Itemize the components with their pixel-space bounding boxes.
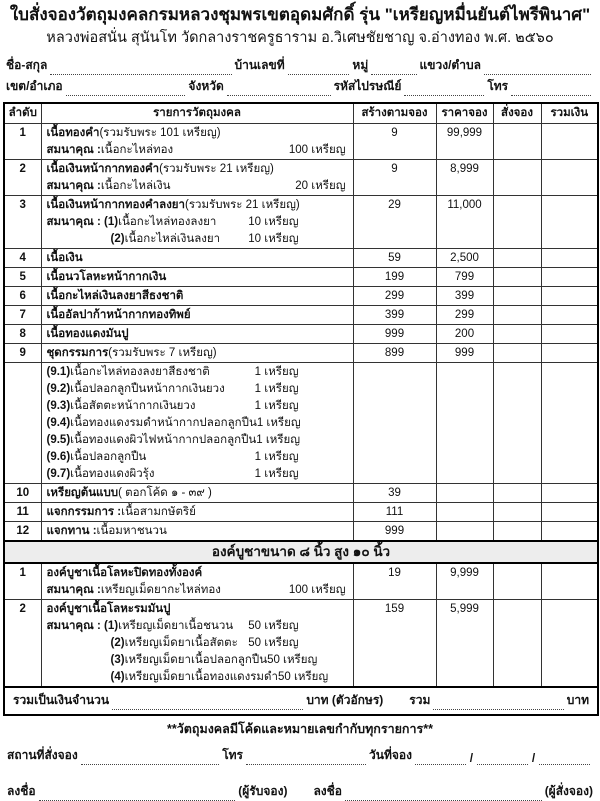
price-cell: 8,999 <box>436 160 493 196</box>
grand-total-cell <box>4 687 598 715</box>
code-note: **วัตถุมงคลมีโค้ดและหมายเลขกำกับทุกรายการ** <box>167 722 433 736</box>
total-amount-label: รวมเป็นเงินจำนวน <box>13 693 110 707</box>
table-row <box>4 363 598 484</box>
item-line <box>47 415 349 432</box>
made-to-order-cell: 19 <box>353 563 436 600</box>
row-number-cell: 11 <box>4 503 41 522</box>
item-line <box>47 466 349 483</box>
item-name: เนื้อเงิน <box>46 252 83 264</box>
item-name: องค์บูชาเนื้อโลหะปิดทองทั้งองค์ <box>46 567 203 579</box>
bonus-qty: 50 เหรียญ <box>248 620 299 632</box>
item-detail: (รวมรับพระ 7 เหรียญ) <box>108 347 217 359</box>
house-no-label: บ้านเลขที่ <box>234 58 285 72</box>
item-name: เนื้อนวโลหะหน้ากากเงิน <box>46 271 167 283</box>
phone-blank <box>511 82 591 96</box>
table-row <box>4 268 598 287</box>
price-cell <box>436 503 493 522</box>
sign-blank-receiver <box>39 787 236 801</box>
total-amount-text-blank <box>112 696 303 710</box>
item-line <box>47 364 349 381</box>
table-row <box>4 160 598 196</box>
table-row <box>4 503 598 522</box>
item-cell <box>41 503 353 522</box>
price-cell: 999 <box>436 344 493 363</box>
row-number-cell: 12 <box>4 522 41 542</box>
item-name: (9.1) <box>46 366 71 378</box>
amount-cell <box>541 268 598 287</box>
row-number-cell: 2 <box>4 160 41 196</box>
amount-cell <box>541 160 598 196</box>
item-cell <box>41 563 353 600</box>
order-qty-cell <box>493 484 541 503</box>
page-title: ใบสั่งจองวัตถุมงคลกรมหลวงชุมพรเขตอุดมศักดิ์ รุ่น "เหรียญหมื่นยันต์ไพรีพินาศ" <box>9 5 591 24</box>
item-name: สมนาคุณ : <box>46 584 101 596</box>
order-table <box>3 102 599 716</box>
item-line <box>47 381 349 398</box>
item-line <box>47 398 349 415</box>
spacer <box>225 381 255 398</box>
item-line <box>47 635 349 652</box>
date-slash-1: / <box>469 751 474 765</box>
item-detail: เนื้อกะไหล่เงินลงยา <box>124 233 221 245</box>
made-to-order-cell: 9 <box>353 124 436 160</box>
postcode-label: รหัสไปรษณีย์ <box>333 79 402 93</box>
item-name: (9.4) <box>46 417 71 429</box>
item-line <box>47 326 349 343</box>
province-blank <box>227 82 331 96</box>
spacer <box>146 449 254 466</box>
item-name: สมนาคุณ : <box>46 144 101 156</box>
row-number-cell: 2 <box>4 600 41 688</box>
item-name: (9.6) <box>46 451 71 463</box>
bonus-qty: 1 เหรียญ <box>254 383 299 395</box>
item-detail: เนื้อทองแดงรมดำหน้ากากปลอกลูกปืน <box>70 417 257 429</box>
moo-blank <box>371 61 416 75</box>
made-to-order-cell: 999 <box>353 325 436 344</box>
item-name: (4) <box>110 671 125 683</box>
item-cell <box>41 124 353 160</box>
bonus-qty: 100 เหรียญ <box>288 144 346 156</box>
item-detail: เนื้อมหาชนวน <box>96 525 167 537</box>
price-cell: 799 <box>436 268 493 287</box>
item-cell <box>41 306 353 325</box>
spacer <box>170 178 295 195</box>
order-qty-cell <box>493 344 541 363</box>
order-qty-cell <box>493 503 541 522</box>
price-cell: 99,999 <box>436 124 493 160</box>
spacer <box>173 142 289 159</box>
item-line <box>47 652 349 669</box>
spacer <box>233 618 248 635</box>
total-number-label: รวม <box>409 693 431 707</box>
name-blank <box>50 61 231 75</box>
item-line <box>47 288 349 305</box>
item-cell <box>41 522 353 542</box>
item-detail: เนื้อกะไหล่ทองลงยา <box>118 216 217 228</box>
bonus-qty: 1 เหรียญ <box>254 400 299 412</box>
item-line <box>47 161 349 178</box>
item-name: (2) <box>110 637 125 649</box>
table-row <box>4 484 598 503</box>
column-header: ลำดับ <box>4 103 41 124</box>
made-to-order-cell: 199 <box>353 268 436 287</box>
item-detail: เนื้อปลอกลูกปืนหน้ากากเงินยวง <box>70 383 225 395</box>
item-detail: เหรียญเม็ดยากะไหล่ทอง <box>100 584 221 596</box>
section-title: องค์บูชาขนาด ๘ นิ้ว สูง ๑๐ นิ้ว <box>4 541 598 563</box>
bonus-qty: 1 เหรียญ <box>254 366 299 378</box>
item-name: เนื้อกะไหล่เงินลงยาสีธงชาติ <box>46 290 184 302</box>
item-detail: เหรียญเม็ดยาเนื้อทองแดงรมดำ <box>124 671 278 683</box>
phone-label: โทร <box>487 79 509 93</box>
row-number-cell: 3 <box>4 196 41 249</box>
price-cell <box>436 522 493 542</box>
date-month-blank <box>477 751 528 765</box>
moo-label: หมู่ <box>352 58 369 72</box>
made-to-order-cell: 999 <box>353 522 436 542</box>
item-line <box>47 669 349 686</box>
made-to-order-cell: 111 <box>353 503 436 522</box>
item-detail: เนื้อทองแดงผิวรุ้ง <box>70 468 155 480</box>
item-name: (9.5) <box>46 434 71 446</box>
spacer <box>216 214 248 231</box>
item-line <box>47 565 349 582</box>
amount-cell <box>541 306 598 325</box>
order-qty-cell <box>493 600 541 688</box>
bonus-qty: 20 เหรียญ <box>295 180 346 192</box>
item-detail: (รวมรับพระ 101 เหรียญ) <box>99 127 221 139</box>
sign-label-orderer: ลงชื่อ <box>313 784 343 798</box>
table-row <box>4 325 598 344</box>
signature-line <box>3 779 597 801</box>
row-number-cell: 10 <box>4 484 41 503</box>
subdistrict-label: แขวง/ตำบล <box>419 58 481 72</box>
customer-info-line-1 <box>3 54 597 75</box>
page-subtitle: หลวงพ่อสนั่น สุนันโท วัดกลางราชครูธาราม อ.วิเศษชัยชาญ จ.อ่างทอง พ.ศ. ๒๕๖๐ <box>46 30 554 46</box>
item-name: เนื้ออัลปาก้าหน้ากากทองทิพย์ <box>46 309 191 321</box>
row-number-cell: 1 <box>4 563 41 600</box>
spacer <box>210 364 255 381</box>
bonus-qty: 50 เหรียญ <box>267 654 318 666</box>
item-line <box>47 523 349 540</box>
made-to-order-cell: 899 <box>353 344 436 363</box>
bonus-qty: 1 เหรียญ <box>254 451 299 463</box>
amount-cell <box>541 124 598 160</box>
item-line <box>47 250 349 267</box>
price-cell: 9,999 <box>436 563 493 600</box>
booking-place-line <box>3 743 597 765</box>
date-slash-2: / <box>531 751 536 765</box>
item-cell <box>41 249 353 268</box>
item-detail: เนื้อสามกษัตริย์ <box>121 506 196 518</box>
made-to-order-cell: 299 <box>353 287 436 306</box>
item-cell <box>41 160 353 196</box>
item-line <box>47 432 349 449</box>
amount-cell <box>541 249 598 268</box>
item-name: องค์บูชาเนื้อโลหะรมมันปู <box>46 603 171 615</box>
column-header: รวมเงิน <box>541 103 598 124</box>
price-cell: 5,999 <box>436 600 493 688</box>
order-table-body <box>4 103 598 715</box>
item-name: เนื้อทองคำ <box>46 127 100 139</box>
district-blank <box>66 82 186 96</box>
item-line <box>47 231 349 248</box>
order-qty-cell <box>493 268 541 287</box>
row-number-cell <box>4 363 41 484</box>
order-qty-cell <box>493 306 541 325</box>
order-qty-cell <box>493 563 541 600</box>
district-label: เขต/อำเภอ <box>6 79 63 93</box>
bonus-qty: 1 เหรียญ <box>256 434 301 446</box>
made-to-order-cell <box>353 363 436 484</box>
house-no-blank <box>288 61 350 75</box>
order-qty-cell <box>493 124 541 160</box>
table-header-row <box>4 103 598 124</box>
table-row <box>4 522 598 542</box>
order-qty-cell <box>493 196 541 249</box>
item-line <box>47 449 349 466</box>
bonus-qty: 10 เหรียญ <box>248 216 299 228</box>
row-number-cell: 9 <box>4 344 41 363</box>
table-row <box>4 196 598 249</box>
item-detail: ( ตอกโค้ด ๑ - ๓๙ ) <box>118 487 212 499</box>
item-name: เนื้อเงินหน้ากากทองคำลงยา <box>46 199 185 211</box>
sign-label-receiver: ลงชื่อ <box>7 784 36 798</box>
item-line <box>47 142 349 159</box>
item-cell <box>41 268 353 287</box>
amount-cell <box>541 363 598 484</box>
order-qty-cell <box>493 249 541 268</box>
item-line <box>47 197 349 214</box>
footer-phone-label: โทร <box>222 748 244 762</box>
price-cell: 11,000 <box>436 196 493 249</box>
item-line <box>47 504 349 521</box>
item-detail: เหรียญเม็ดยาเนื้อชนวน <box>118 620 234 632</box>
table-row <box>4 344 598 363</box>
amount-cell <box>541 325 598 344</box>
column-header: สร้างตามจอง <box>353 103 436 124</box>
item-line <box>47 214 349 231</box>
order-qty-cell <box>493 522 541 542</box>
postcode-blank <box>404 82 484 96</box>
made-to-order-cell: 59 <box>353 249 436 268</box>
item-name: เหรียญต้นแบบ <box>46 487 119 499</box>
column-header: ราคาจอง <box>436 103 493 124</box>
item-detail: เนื้อกะไหล่เงิน <box>100 180 171 192</box>
made-to-order-cell: 399 <box>353 306 436 325</box>
date-year-blank <box>539 751 590 765</box>
price-cell: 200 <box>436 325 493 344</box>
sign-role-receiver: (ผู้รับจอง) <box>238 784 288 798</box>
item-cell <box>41 287 353 306</box>
item-detail: เนื้อปลอกลูกปืน <box>70 451 147 463</box>
item-name: แจกทาน : <box>46 525 97 537</box>
item-detail: (รวมรับพระ 21 เหรียญ) <box>185 199 300 211</box>
item-detail: เนื้อกะไหล่ทองลงยาสีธงชาติ <box>70 366 210 378</box>
amount-cell <box>541 563 598 600</box>
total-number-blank <box>433 696 563 710</box>
price-cell: 299 <box>436 306 493 325</box>
place-label: สถานที่สั่งจอง <box>7 748 78 762</box>
item-name: (9.2) <box>46 383 71 395</box>
made-to-order-cell: 159 <box>353 600 436 688</box>
order-qty-cell <box>493 363 541 484</box>
column-header: สั่งจอง <box>493 103 541 124</box>
item-line <box>47 125 349 142</box>
item-cell <box>41 196 353 249</box>
bonus-qty: 50 เหรียญ <box>248 637 299 649</box>
bonus-qty: 100 เหรียญ <box>288 584 346 596</box>
item-name: (2) <box>110 233 125 245</box>
order-qty-cell <box>493 325 541 344</box>
spacer <box>154 466 254 483</box>
item-name: ชุดกรรมการ <box>46 347 109 359</box>
province-label: จังหวัด <box>188 79 224 93</box>
item-name: สมนาคุณ : <box>46 180 101 192</box>
bonus-qty: 1 เหรียญ <box>256 417 301 429</box>
item-detail: เนื้อทองแดงผิวไฟหน้ากากปลอกลูกปืน <box>70 434 257 446</box>
grand-total-row <box>4 687 598 715</box>
table-row <box>4 563 598 600</box>
row-number-cell: 8 <box>4 325 41 344</box>
bonus-qty: 10 เหรียญ <box>248 233 299 245</box>
price-cell: 399 <box>436 287 493 306</box>
amount-cell <box>541 503 598 522</box>
table-row <box>4 287 598 306</box>
item-line <box>47 582 349 599</box>
order-qty-cell <box>493 160 541 196</box>
baht-text-label: บาท (ตัวอักษร) <box>306 693 384 707</box>
made-to-order-cell: 39 <box>353 484 436 503</box>
row-number-cell: 6 <box>4 287 41 306</box>
item-line <box>47 618 349 635</box>
spacer <box>221 582 289 599</box>
item-name: เนื้อทองแดงมันปู <box>46 328 129 340</box>
item-name: (9.7) <box>46 468 71 480</box>
item-name: (3) <box>110 654 125 666</box>
amount-cell <box>541 600 598 688</box>
spacer <box>238 635 248 652</box>
bonus-qty: 50 เหรียญ <box>277 671 329 683</box>
amount-cell <box>541 484 598 503</box>
amount-cell <box>541 344 598 363</box>
item-line <box>47 269 349 286</box>
item-line <box>47 485 349 502</box>
item-name: สมนาคุณ : (1) <box>46 216 119 228</box>
amount-cell <box>541 196 598 249</box>
item-detail: เหรียญเม็ดยาเนื้อปลอกลูกปืน <box>124 654 268 666</box>
item-name: เนื้อเงินหน้ากากทองคำ <box>46 163 160 175</box>
amount-cell <box>541 522 598 542</box>
footer-phone-blank <box>246 751 366 765</box>
item-name: แจกกรรมการ : <box>46 506 122 518</box>
sign-role-orderer: (ผู้สั่งจอง) <box>544 784 593 798</box>
item-cell <box>41 484 353 503</box>
price-cell <box>436 363 493 484</box>
price-cell: 2,500 <box>436 249 493 268</box>
item-detail: เหรียญเม็ดยาเนื้อสัตตะ <box>124 637 238 649</box>
item-line <box>47 307 349 324</box>
price-cell <box>436 484 493 503</box>
baht-label: บาท <box>566 693 589 707</box>
table-row <box>4 306 598 325</box>
bonus-qty: 1 เหรียญ <box>254 468 299 480</box>
customer-info-line-2 <box>3 75 597 96</box>
item-detail: เนื้อสัตตะหน้ากากเงินยวง <box>70 400 196 412</box>
item-line <box>47 345 349 362</box>
date-label: วันที่จอง <box>369 748 412 762</box>
item-cell <box>41 600 353 688</box>
made-to-order-cell: 29 <box>353 196 436 249</box>
row-number-cell: 5 <box>4 268 41 287</box>
table-row <box>4 249 598 268</box>
item-detail: (รวมรับพระ 21 เหรียญ) <box>159 163 274 175</box>
section-header-row <box>4 541 598 563</box>
amount-cell <box>541 287 598 306</box>
item-line <box>47 178 349 195</box>
item-cell <box>41 363 353 484</box>
subdistrict-blank <box>484 61 591 75</box>
column-header: รายการวัตถุมงคล <box>41 103 353 124</box>
table-row <box>4 124 598 160</box>
item-cell <box>41 325 353 344</box>
spacer <box>220 231 248 248</box>
grand-total-line <box>13 691 589 710</box>
row-number-cell: 1 <box>4 124 41 160</box>
item-name: สมนาคุณ : (1) <box>46 620 119 632</box>
date-day-blank <box>415 751 466 765</box>
item-detail: เนื้อกะไหล่ทอง <box>100 144 174 156</box>
row-number-cell: 4 <box>4 249 41 268</box>
spacer <box>196 398 255 415</box>
place-blank <box>81 751 219 765</box>
item-name: (9.3) <box>46 400 71 412</box>
name-label: ชื่อ-สกุล <box>6 58 48 72</box>
item-line <box>47 601 349 618</box>
order-qty-cell <box>493 287 541 306</box>
table-row <box>4 600 598 688</box>
sign-blank-orderer <box>345 787 542 801</box>
made-to-order-cell: 9 <box>353 160 436 196</box>
row-number-cell: 7 <box>4 306 41 325</box>
item-cell <box>41 344 353 363</box>
